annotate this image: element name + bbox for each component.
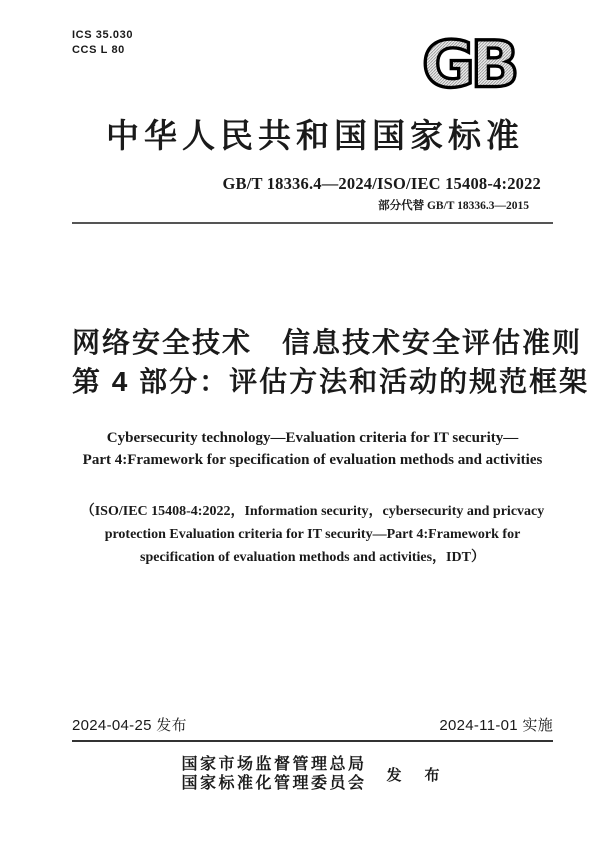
iso-note-line1: （ISO/IEC 15408-4:2022，Information security，cybersecurity and pricvacy: [80, 504, 545, 519]
publisher-names: [181, 755, 366, 793]
dates-row: [72, 714, 553, 742]
publisher-line1: 国家市场监督管理总局: [181, 756, 367, 773]
publish-label: 发 布: [386, 767, 444, 784]
header-divider: [72, 222, 553, 224]
gb-logo-text: GB: [421, 30, 516, 90]
title-en-line1: Cybersecurity technology—Evaluation criteria for IT security—: [106, 430, 519, 446]
title-cn-line1: 网络安全技术 信息技术安全评估准则: [72, 327, 583, 358]
iso-note-line3: specification of evaluation methods and activities，IDT）: [140, 550, 485, 565]
header: [72, 26, 553, 96]
iso-note-line2: protection Evaluation criteria for IT security—Part 4:Framework for: [104, 527, 521, 542]
gb-logo-graphic: [412, 30, 525, 90]
ccs-code: CCS L 80: [72, 44, 125, 56]
standard-number: GB/T 18336.4—2024/ISO/IEC 15408-4:2022: [222, 174, 541, 193]
replaces-note: 部分代替 GB/T 18336.3—2015: [378, 200, 529, 212]
document-title-english: [72, 427, 553, 471]
title-cn-line2: 第 4 部分：评估方法和活动的规范框架: [72, 366, 590, 397]
document-title-chinese: [72, 323, 590, 401]
whitespace-spacer: [72, 569, 553, 714]
ics-code: ICS 35.030: [72, 29, 134, 41]
gb-logo: [412, 30, 525, 95]
title-en-line2: Part 4:Framework for specification of evaluation methods and activities: [82, 452, 543, 468]
publisher-line2: 国家标准化管理委员会: [181, 775, 367, 792]
iso-equivalence-note: [72, 500, 553, 569]
classification-codes: [72, 26, 133, 58]
issue-date: 2024-04-25 发布: [72, 717, 187, 734]
national-standard-title: 中华人民共和国国家标准: [106, 119, 524, 155]
publisher-row: [72, 755, 553, 793]
implementation-date: 2024-11-01 实施: [439, 717, 553, 734]
